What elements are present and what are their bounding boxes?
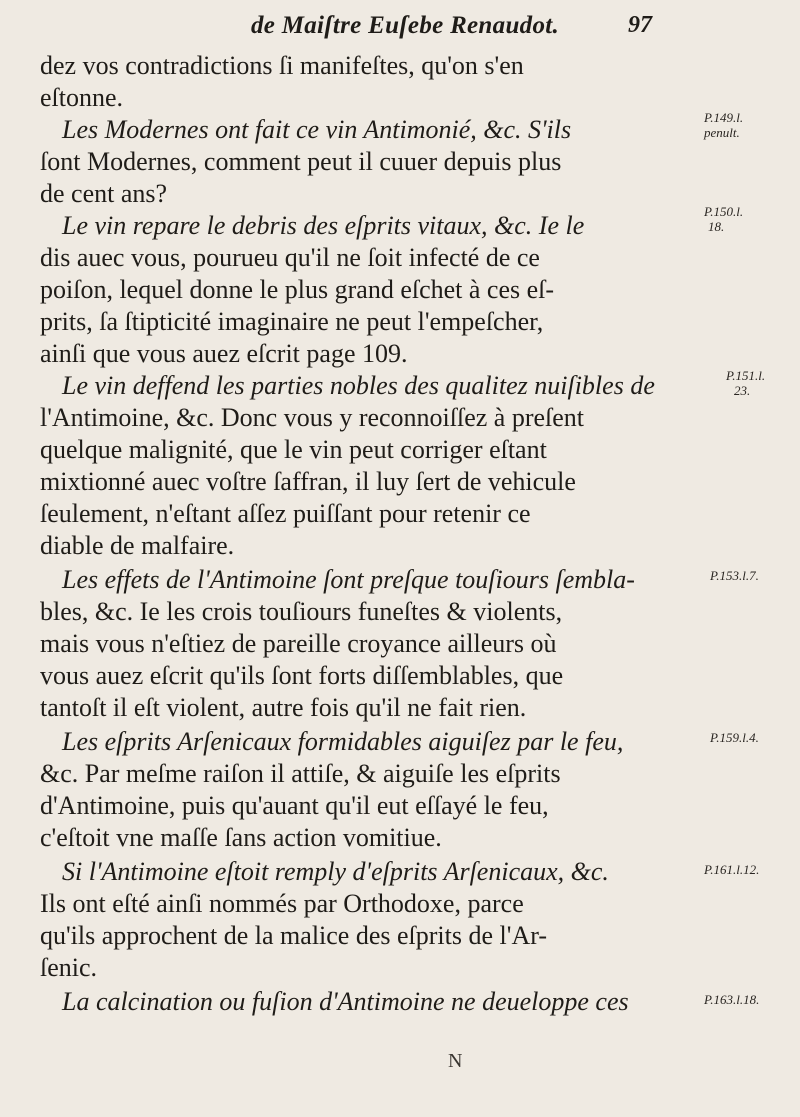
margin-note: P.150.l. (704, 204, 744, 219)
text-line: l'Antimoine, &c. Donc vous y reconnoiſſez à preſent (40, 403, 585, 432)
margin-note: P.151.l. (726, 368, 766, 383)
text-line: dis auec vous, pourueu qu'il ne ſoit infecté de ce (40, 243, 540, 272)
text-line: d'Antimoine, puis qu'auant qu'il eut eſſayé le feu, (40, 791, 549, 820)
text-line: Les eſprits Arſenicaux formidables aiguiſez par le feu, (62, 727, 624, 756)
text-line: Les Modernes ont fait ce vin Antimonié, &c. S'ils (62, 115, 572, 144)
text-line: La calcination ou fuſion d'Antimoine ne deueloppe ces (62, 987, 629, 1016)
text-line: c'eſtoit vne maſſe ſans action vomitiue. (40, 823, 442, 852)
text-line: ſenic. (40, 953, 98, 982)
text-line: quelque malignité, que le vin peut corriger eſtant (40, 435, 547, 464)
text-line: mais vous n'eſtiez de pareille croyance ailleurs où (40, 629, 557, 658)
text-line: Le vin repare le debris des eſprits vitaux, &c. Ie le (62, 211, 585, 240)
text-line: ſont Modernes, comment peut il cuuer depuis plus (40, 147, 562, 176)
margin-note: P.163.l.18. (704, 992, 760, 1007)
margin-note: P.159.l.4. (710, 730, 759, 745)
text-line: dez vos contradictions ſi manifeſtes, qu'on s'en (40, 51, 524, 80)
text-line: mixtionné auec voſtre ſaffran, il luy ſert de vehicule (40, 467, 576, 496)
margin-note: P.153.l.7. (710, 568, 759, 583)
text-line: Ils ont eſté ainſi nommés par Orthodoxe, parce (40, 889, 524, 918)
text-line: bles, &c. Ie les crois touſiours funeſtes & violents, (40, 597, 563, 626)
text-line: ſeulement, n'eſtant aſſez puiſſant pour retenir ce (40, 499, 531, 528)
text-line: qu'ils approchent de la malice des eſprits de l'Ar- (40, 921, 548, 950)
text-line: Les effets de l'Antimoine ſont preſque touſiours ſembla- (62, 565, 635, 594)
text-line: poiſon, lequel donne le plus grand eſchet à ces eſ- (40, 275, 555, 304)
text-line: ainſi que vous auez eſcrit page 109. (40, 339, 408, 368)
running-head: de Maiſtre Euſebe Renaudot. (250, 12, 560, 39)
margin-note: 18. (708, 219, 725, 234)
text-line: vous auez eſcrit qu'ils ſont forts diſſemblables, que (40, 661, 564, 690)
margin-note: penult. (704, 125, 740, 140)
text-line: &c. Par meſme raiſon il attiſe, & aiguiſe les eſprits (40, 759, 561, 788)
margin-note: P.149.l. (704, 110, 744, 125)
text-line: tantoſt il eſt violent, autre fois qu'il ne fait rien. (40, 693, 527, 722)
text-line: diable de malfaire. (40, 531, 235, 560)
text-line: Si l'Antimoine eſtoit remply d'eſprits Arſenicaux, &c. (62, 857, 609, 886)
text-line: prits, ſa ſtipticité imaginaire ne peut l'empeſcher, (40, 307, 544, 336)
text-line: de cent ans? (40, 179, 168, 208)
margin-note: 23. (734, 383, 751, 398)
signature-mark: N (448, 1050, 463, 1072)
text-line: eſtonne. (40, 83, 124, 112)
text-line: Le vin deffend les parties nobles des qualitez nuiſibles de (62, 371, 655, 400)
page-number: 97 (628, 12, 652, 38)
margin-note: P.161.l.12. (704, 862, 760, 877)
